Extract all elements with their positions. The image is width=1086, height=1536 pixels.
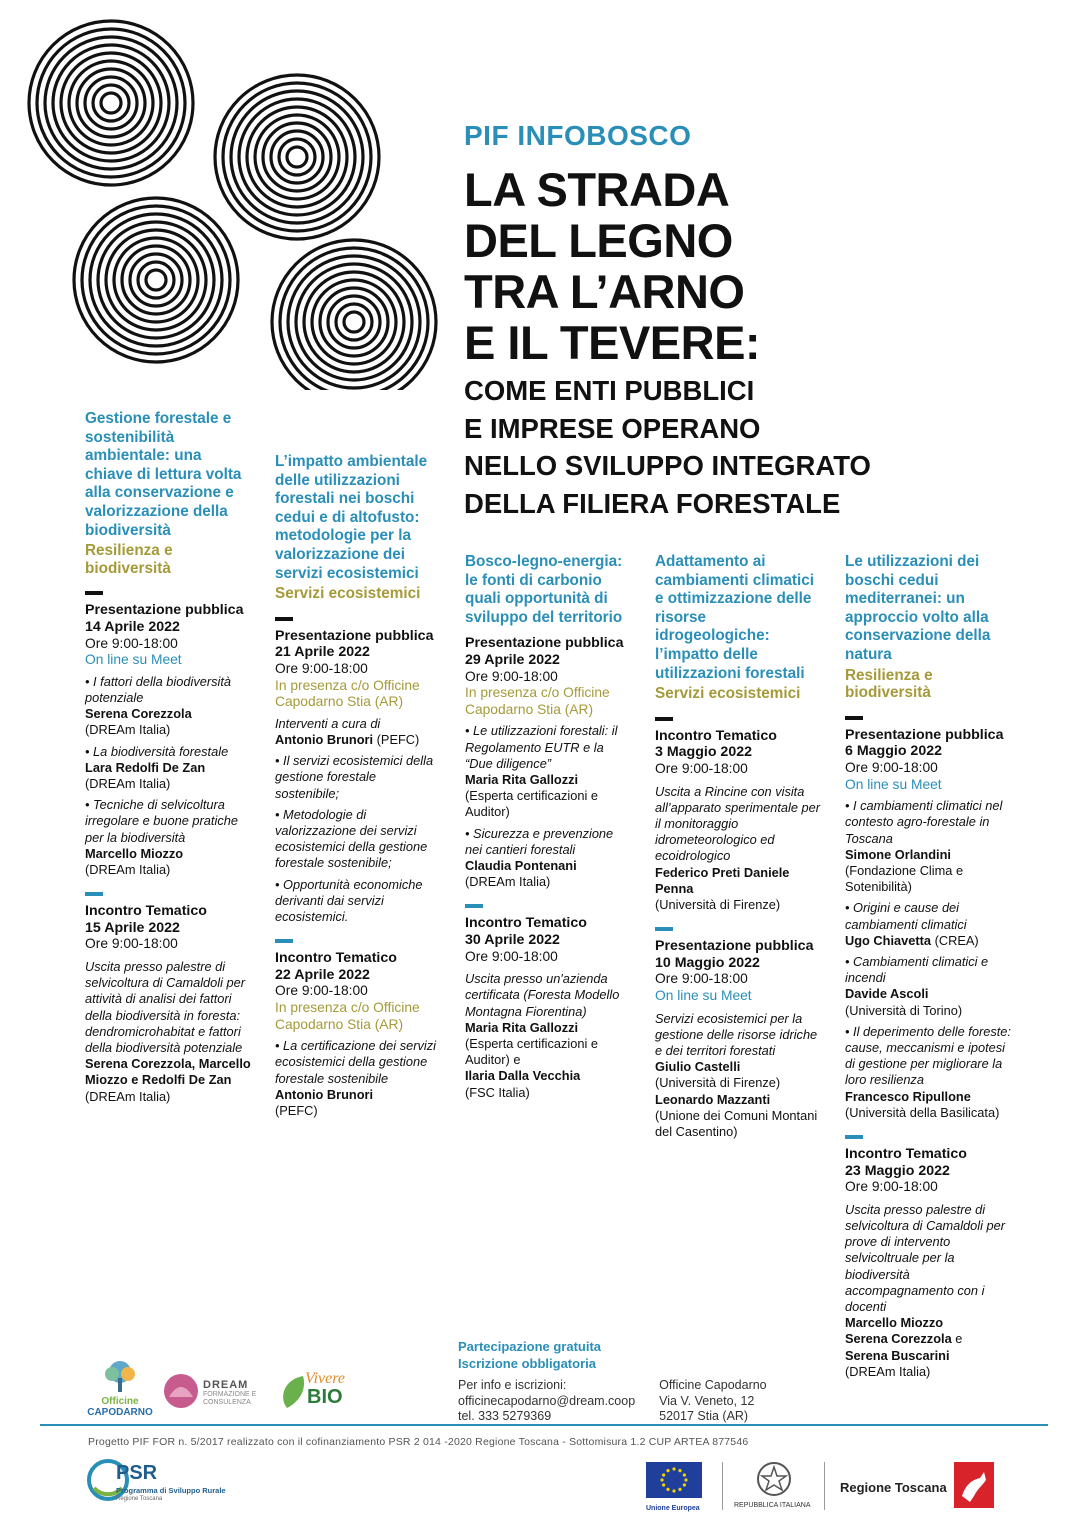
talk-item: • La certificazione dei servizi ecosistemici della gestione forestale sostenibile Antonio Brunori (PEFC): [275, 1038, 436, 1118]
column-4: Adattamento ai cambiamenti climatici e ottimizzazione delle risorse idrogeologiche: l’impatto delle utilizzazioni forestali Servizi ecosistemici Incontro Tematico 3 Maggio 2022 Ore 9:00-18:00 Uscita a Rincine con visita all’apparato sperimentale per il monitoraggio idrometeorologico ed ecoidrologico Federico Preti Daniele Penna (Università di Firenze) Presentazione pubblica 10 Maggio 2022 Ore 9:00-18:00 On line su Meet Servizi ecosistemici per la gestione delle risorse idriche e dei territori forestati Giulio Castelli (Università di Firenze) Leonardo Mazzanti (Unione dei Comuni Montani del Casentino): [655, 553, 823, 1140]
eu-flag-icon: [646, 1462, 702, 1498]
italian-emblem-icon: [754, 1460, 794, 1498]
column-2: L’impatto ambientale delle utilizzazioni forestali nei boschi cedui e di altofusto: metodologie per la valorizzazione dei servizi ecosistemici Servizi ecosistemici Presentazione pubblica 21 Aprile 2022 Ore 9:00-18:00 In presenza c/o Officine Capodarno Stia (AR) Interventi a cura di Antonio Brunori (PEFC) • Il servizi ecosistemici della gestione forestale sostenibile; • Metodologie di valorizzazione dei servizi ecosistemici della gestione forestale sostenibile; • Opportunità economiche derivanti dai servizi ecosistemici. Incontro Tematico 22 Aprile 2022 Ore 9:00-18:00 In presenza c/o Officine Capodarno Stia (AR) • La certificazione dei servizi ecosistemici della gestione forestale sostenibile Antonio Brunori (PEFC): [275, 453, 443, 1119]
pegasus-icon: [954, 1462, 994, 1508]
logo-separator: [824, 1462, 825, 1510]
col5-category: Resilienza e biodiversità: [845, 666, 933, 702]
col1-title: Gestione forestale e sostenibilità ambientale: una chiave di lettura volta alla conservazione e valorizzazione della biodiversità: [85, 410, 242, 539]
regione-toscana-logo: Regione Toscana: [838, 1462, 998, 1512]
divider: [655, 717, 673, 721]
ring-group-2: [215, 75, 379, 239]
ring-group-1: [29, 21, 193, 185]
footer-rule: [40, 1424, 1048, 1426]
column-3: Bosco-legno-energia: le fonti di carbonio quali opportunità di sviluppo del territorio Presentazione pubblica 29 Aprile 2022 Ore 9:00-18:00 In presenza c/o Officine Capodarno Stia (AR) • Le utilizzazioni forestali: il Regolamento EUTR e la “Due diligence” Maria Rita Gallozzi (Esperta certificazioni e Auditor) • Sicurezza e prevenzione nei cantieri forestali Claudia Pontenani (DREAm Italia) Incontro Tematico 30 Aprile 2022 Ore 9:00-18:00 Uscita presso un'azienda certificata (Foresta Modello Montagna Fiorentina) Maria Rita Gallozzi (Esperta certificazioni e Auditor) e Ilaria Dalla Vecchia (FSC Italia): [465, 553, 633, 1101]
divider: [275, 617, 293, 621]
registration-info: Partecipazione gratuita Iscrizione obbligatoria Per info e iscrizioni: officinecapodarno@dream.coop tel. 333 5279369 Officine Capodarno Via V. Veneto, 12 52017 Stia (AR): [458, 1339, 767, 1423]
ring-group-3: [74, 198, 238, 362]
dream-mark-icon: [163, 1373, 199, 1409]
divider: [85, 892, 103, 896]
logo-separator: [722, 1462, 723, 1510]
credits: Progetto PIF FOR n. 5/2017 realizzato con il cofinanziamento PSR 2 014 -2020 Regione Toscana - Sottomisura 1.2 CUP ARTEA 877546: [88, 1436, 749, 1448]
divider: [655, 927, 673, 931]
divider: [465, 904, 483, 908]
header: [464, 118, 1064, 522]
psr-logo: PSR Programma di Sviluppo Rurale Regione Toscana: [86, 1456, 196, 1510]
talk-item: • I cambiamenti climatici nel contesto agro-forestale in Toscana Simone Orlandini (Fondazione Clima e Sotenibilità): [845, 798, 1003, 895]
divider: [845, 1135, 863, 1139]
divider: [845, 716, 863, 720]
talk-item: • Le utilizzazioni forestali: il Regolamento EUTR e la “Due diligence” Maria Rita Gallozzi (Esperta certificazioni e Auditor): [465, 723, 618, 820]
dream-logo: DREAM FORMAZIONE E CONSULENZA: [163, 1373, 263, 1413]
divider: [85, 591, 103, 595]
officine-capodarno-logo: Officine CAPODARNO: [84, 1360, 156, 1416]
leaf-icon: [277, 1372, 307, 1412]
talk-item: • Sicurezza e prevenzione nei cantieri forestali Claudia Pontenani (DREAm Italia): [465, 825, 614, 890]
col4-category: Servizi ecosistemici: [655, 685, 801, 703]
talk-item: • Cambiamenti climatici e incendi Davide Ascoli (Università di Torino): [845, 953, 989, 1018]
eu-logo: Unione Europea: [646, 1462, 704, 1512]
subtitle: COME ENTI PUBBLICI E IMPRESE OPERANO NELLO SVILUPPO INTEGRATO DELLA FILIERA FORESTALE: [464, 375, 871, 519]
tree-rings-illustration: [0, 0, 460, 390]
col2-category: Servizi ecosistemici: [275, 585, 421, 603]
talk-item: • Il deperimento delle foreste: cause, meccanismi e ipotesi di gestione per migliorare la loro resilienza Francesco Ripullone (Università della Basilicata): [845, 1023, 1011, 1120]
col5-title: Le utilizzazioni dei boschi cedui mediterranei: un approccio volto alla conservazione della natura: [845, 553, 991, 663]
ring-group-4: [272, 240, 436, 390]
tree-icon: [84, 1360, 156, 1392]
column-5: Le utilizzazioni dei boschi cedui mediterranei: un approccio volto alla conservazione della natura Resilienza e biodiversità Presentazione pubblica 6 Maggio 2022 Ore 9:00-18:00 On line su Meet • I cambiamenti climatici nel contesto agro-forestale in Toscana Simone Orlandini (Fondazione Clima e Sotenibilità) • Origini e cause dei cambiamenti climatici Ugo Chiavetta (CREA) • Cambiamenti climatici e incendi Davide Ascoli (Università di Torino) • Il deperimento delle foreste: cause, meccanismi e ipotesi di gestione per migliorare la loro resilienza Francesco Ripullone (Università della Basilicata) Incontro Tematico 23 Maggio 2022 Ore 9:00-18:00 Uscita presso palestre di selvicoltura di Camaldoli per prove di intervento selvicoltruale per la biodiversità accompagnamento con i docenti Marcello Miozzo Serena Corezzola e Serena Buscarini (DREAm Italia): [845, 553, 1013, 1380]
talk-item: • Tecniche di selvicoltura irregolare e buone pratiche per la biodiversità Marcello Miozzo (DREAm Italia): [85, 797, 238, 877]
main-title: LA STRADA DEL LEGNO TRA L’ARNO E IL TEVERE:: [464, 163, 761, 369]
col4-title: Adattamento ai cambiamenti climatici e ottimizzazione delle risorse idrogeologiche: l’impatto delle utilizzazioni forestali: [655, 553, 814, 682]
divider: [275, 939, 293, 943]
column-1: Gestione forestale e sostenibilità ambientale: una chiave di lettura volta alla conservazione e valorizzazione della biodiversità Resilienza e biodiversità Presentazione pubblica 14 Aprile 2022 Ore 9:00-18:00 On line su Meet • I fattori della biodiversità potenziale Serena Corezzola (DREAm Italia) • La biodiversità forestale Lara Redolfi De Zan (DREAm Italia) • Tecniche di selvicoltura irregolare e buone pratiche per la biodiversità Marcello Miozzo (DREAm Italia) Incontro Tematico 15 Aprile 2022 Ore 9:00-18:00 Uscita presso palestre di selvicoltura di Camaldoli per attività di analisi dei fattori della biodiversità in foresta: dendromicrohabitat e fattori della biodiversità potenziale Serena Corezzola, Marcello Miozzo e Redolfi De Zan (DREAm Italia): [85, 410, 253, 1105]
talk-item: • I fattori della biodiversità potenziale Serena Corezzola (DREAm Italia): [85, 673, 232, 738]
col3-title: Bosco-legno-energia: le fonti di carbonio quali opportunità di sviluppo del territorio: [465, 553, 623, 626]
col1-category: Resilienza e biodiversità: [85, 542, 173, 577]
kicker: PIF INFOBOSCO: [464, 120, 692, 151]
talk-item: • Origini e cause dei cambiamenti climatici Ugo Chiavetta (CREA): [845, 900, 979, 948]
repubblica-italiana-logo: REPUBBLICA ITALIANA: [734, 1460, 814, 1512]
talk-item: • La biodiversità forestale Lara Redolfi De Zan (DREAm Italia): [85, 743, 229, 791]
email-link[interactable]: officinecapodarno@dream.coop: [458, 1393, 636, 1408]
phone-number: tel. 333 5279369: [458, 1409, 552, 1423]
vivere-bio-logo: Vivere BIO: [277, 1368, 363, 1414]
col2-title: L’impatto ambientale delle utilizzazioni forestali nei boschi cedui e di altofusto: metodologie per la valorizzazione dei servizi ecosistemici: [275, 453, 428, 582]
